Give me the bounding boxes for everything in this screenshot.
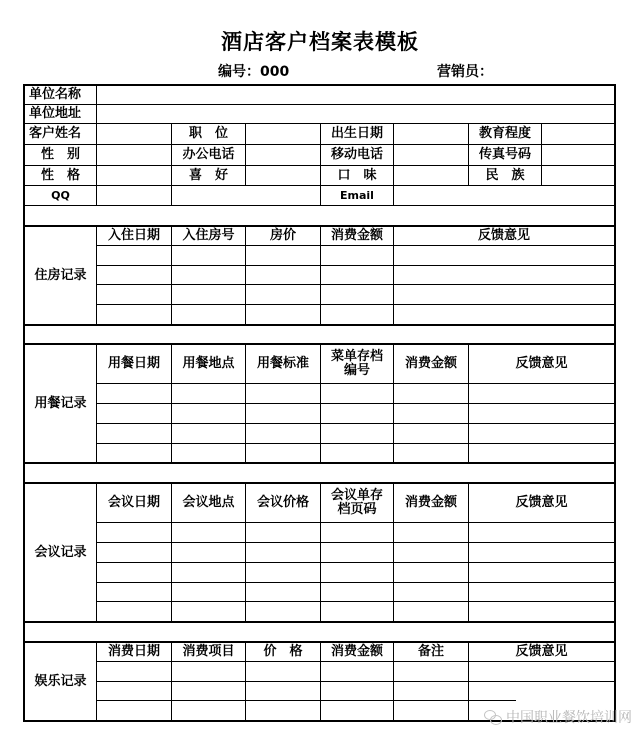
grid-line [96, 284, 615, 285]
grid-line [23, 462, 615, 464]
grid-line [96, 304, 615, 305]
dining-header-amount: 消费金额 [404, 356, 457, 371]
watermark [484, 707, 632, 727]
number-label: 编号：000 [218, 64, 290, 80]
stay-header-checkin-date: 入住日期 [107, 228, 160, 243]
stay-header-amount: 消费金额 [330, 228, 383, 243]
meeting-header-location: 会议地点 [182, 495, 235, 510]
grid-line [245, 123, 246, 185]
grid-line [23, 84, 615, 86]
ent-header-feedback: 反馈意见 [515, 644, 568, 659]
grid-line [96, 423, 615, 424]
birth-date-label: 出生日期 [330, 126, 383, 141]
ent-header-item: 消费项目 [182, 644, 235, 659]
dining-header-feedback: 反馈意见 [515, 356, 568, 371]
unit-name-label: 单位名称 [29, 87, 82, 102]
stay-header-feedback: 反馈意见 [477, 228, 530, 243]
unit-address-label: 单位地址 [29, 106, 82, 121]
grid-line [96, 403, 615, 404]
education-label: 教育程度 [478, 126, 531, 141]
grid-line [96, 681, 615, 682]
grid-line [96, 245, 615, 246]
entertainment-record-label: 娱乐记录 [34, 673, 87, 689]
dining-header-date: 用餐日期 [107, 356, 160, 371]
grid-line [96, 265, 615, 266]
gender-label: 性 别 [40, 147, 80, 162]
grid-line [96, 542, 615, 543]
qq-label: QQ [51, 188, 70, 202]
grid-line [23, 621, 615, 623]
stay-record-label: 住房记录 [34, 267, 87, 283]
position-label: 职 位 [188, 126, 228, 141]
office-phone-label: 办公电话 [182, 147, 235, 162]
ent-header-price: 价 格 [263, 644, 303, 659]
grid-line [23, 205, 615, 206]
wechat-icon [484, 709, 502, 725]
character-label: 性 格 [40, 167, 80, 183]
grid-line [96, 700, 516, 701]
dining-header-standard: 用餐标准 [256, 356, 309, 371]
fax-label: 传真号码 [478, 147, 531, 162]
meeting-record-label: 会议记录 [34, 544, 87, 560]
grid-line [96, 522, 615, 523]
email-label: Email [340, 188, 374, 202]
grid-line [541, 123, 542, 185]
stay-header-room-number: 入住房号 [182, 228, 235, 243]
stay-header-room-rate: 房价 [269, 228, 296, 243]
grid-line [96, 661, 615, 662]
sales-label: 营销员： [437, 64, 493, 80]
ent-header-amount: 消费金额 [330, 644, 383, 659]
grid-line [96, 84, 97, 205]
grid-line [393, 123, 394, 205]
grid-line [96, 383, 615, 384]
grid-line [96, 601, 615, 602]
grid-line [96, 443, 615, 444]
grid-line [96, 582, 615, 583]
form-title: 酒店客户档案表模板 [221, 29, 419, 54]
hobby-label: 喜 好 [188, 167, 228, 183]
grid-line [614, 84, 616, 722]
ent-header-note: 备注 [417, 644, 444, 659]
ent-header-date: 消费日期 [107, 644, 160, 659]
mobile-label: 移动电话 [330, 147, 383, 162]
meeting-header-archive-page: 会议单存档页码 [330, 488, 383, 517]
meeting-header-price: 会议价格 [256, 495, 309, 510]
dining-header-menu-archive: 菜单存档编号 [330, 349, 383, 378]
dining-header-location: 用餐地点 [182, 356, 235, 371]
grid-line [96, 562, 615, 563]
meeting-header-feedback: 反馈意见 [515, 495, 568, 510]
meeting-header-date: 会议日期 [107, 495, 160, 510]
taste-label: 口 味 [337, 167, 377, 183]
grid-line [23, 324, 615, 326]
ethnicity-label: 民 族 [485, 167, 525, 183]
grid-line [23, 185, 615, 186]
dining-record-label: 用餐记录 [34, 395, 87, 411]
grid-line [23, 104, 615, 105]
watermark-text: 中国职业餐饮培训网 [506, 710, 632, 726]
meeting-header-amount: 消费金额 [404, 495, 457, 510]
customer-name-label: 客户姓名 [29, 126, 82, 141]
